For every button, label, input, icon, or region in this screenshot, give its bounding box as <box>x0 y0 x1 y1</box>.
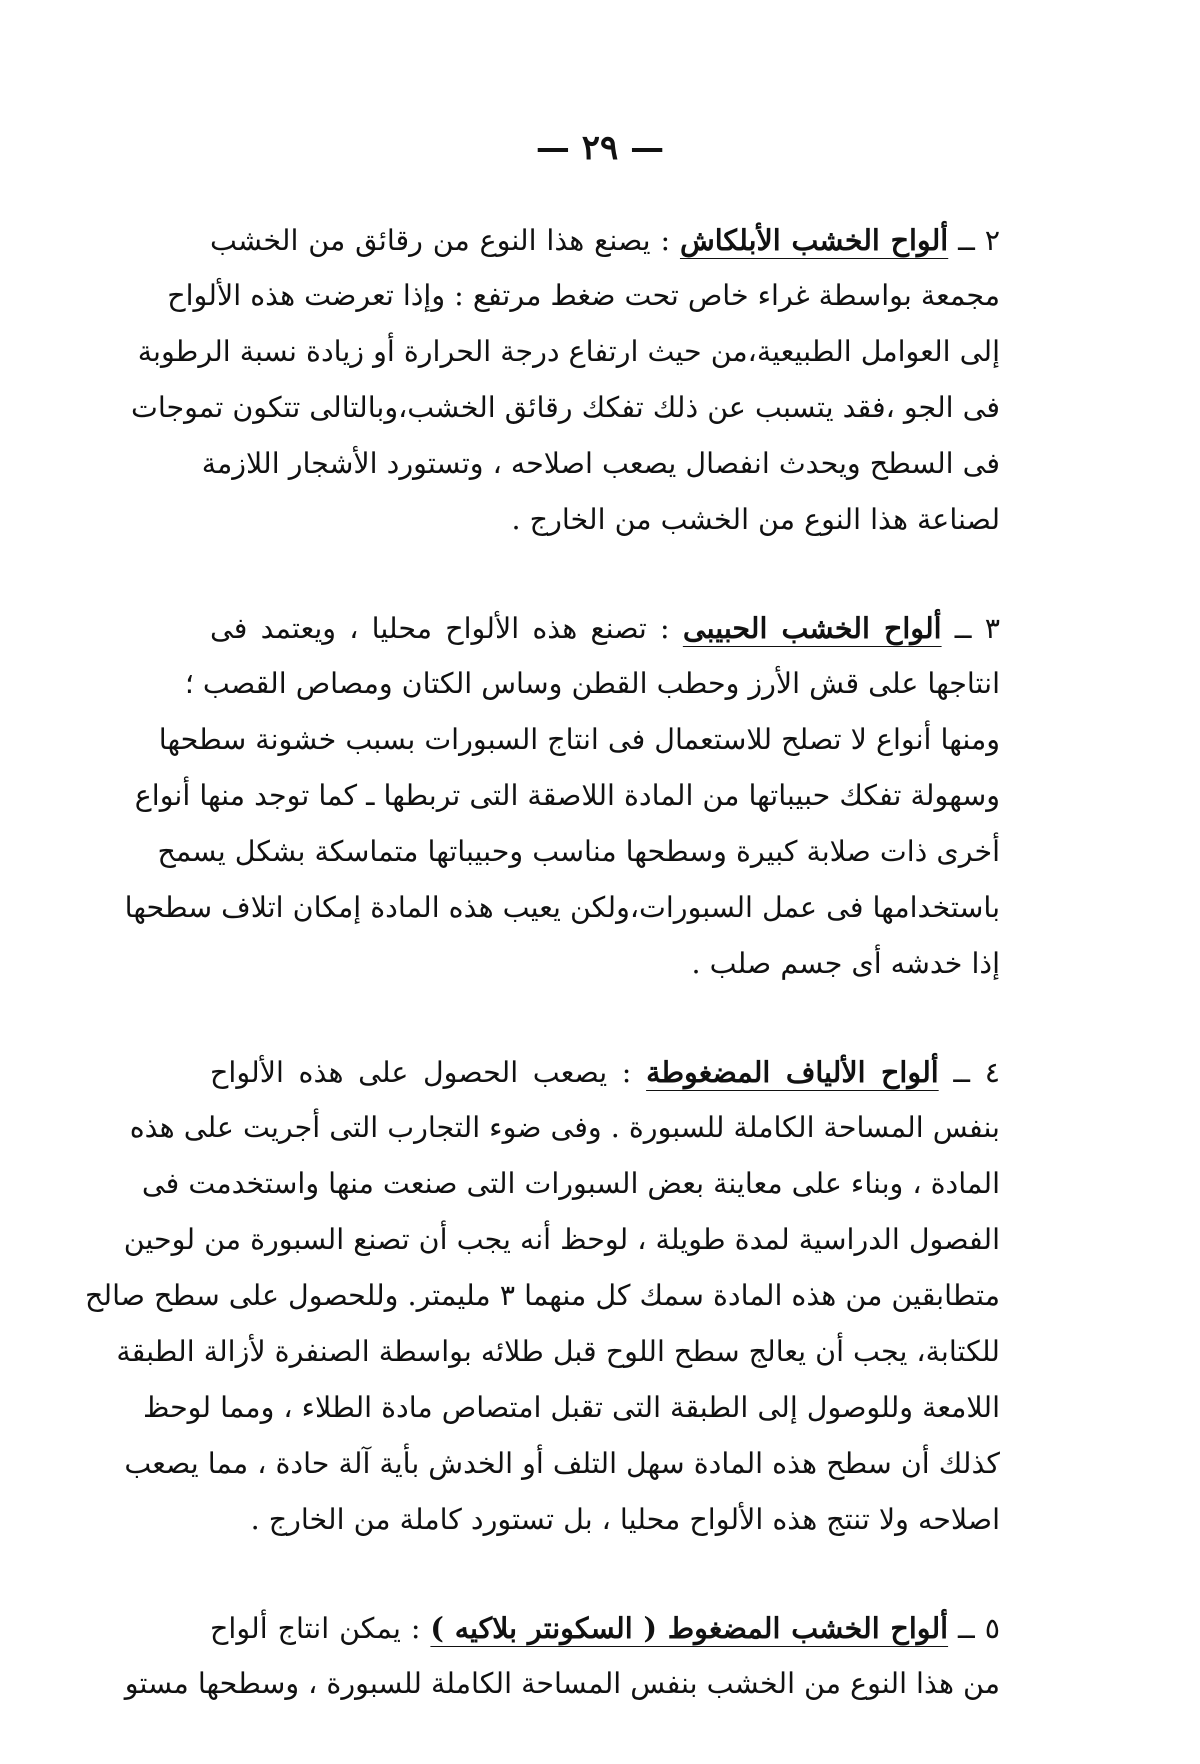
section-first-line <box>210 1600 1000 1656</box>
paragraph-line: فى السطح ويحدث انفصال يصعب اصلاحه ، وتستورد الأشجار اللازمة <box>201 447 1000 480</box>
paragraph-line: أخرى ذات صلابة كبيرة وسطحها مناسب وحبيباتها متماسكة بشكل يسمح <box>157 835 1000 868</box>
paragraph-line: كذلك أن سطح هذه المادة سهل التلف أو الخدش بأية آلة حادة ، مما يصعب <box>124 1447 1000 1480</box>
section-compressed-fiber-boards <box>85 1044 1000 1548</box>
section-heading: ألواح الألياف المضغوطة <box>646 1055 939 1089</box>
paragraph-line: للكتابة، يجب أن يعالج سطح اللوح قبل طلائه بواسطة الصنفرة لأزالة الطبقة <box>116 1335 1000 1368</box>
section-heading: ألواح الخشب الأبلكاش <box>679 223 949 257</box>
paragraph-line: فى الجو ،فقد يتسبب عن ذلك تفكك رقائق الخشب،وبالتالى تتكون تموجات <box>131 391 1000 424</box>
paragraph-line: بنفس المساحة الكاملة للسبورة . وفى ضوء التجارب التى أجريت على هذه <box>129 1111 1000 1144</box>
section-first-line <box>210 212 1000 268</box>
paragraph-line: وسهولة تفكك حبيباتها من المادة اللاصقة التى تربطها ـ كما توجد منها أنواع <box>134 779 1000 812</box>
paragraph-line: باستخدامها فى عمل السبورات،ولكن يعيب هذه المادة إمكان اتلاف سطحها <box>124 891 1000 924</box>
paragraph-line: المادة ، وبناء على معاينة بعض السبورات التى صنعت منها واستخدمت فى <box>141 1167 1000 1200</box>
section-number: ٤ ــ <box>953 1056 1000 1089</box>
section-first-line-text: : يمكن انتاج ألواح <box>210 1612 421 1645</box>
paragraph-line: مجمعة بواسطة غراء خاص تحت ضغط مرتفع : وإذا تعرضت هذه الألواح <box>167 279 1000 312</box>
section-first-line-text: : يصعب الحصول على هذه الألواح <box>210 1056 632 1089</box>
section-first-line-text: : تصنع هذه الألواح محليا ، ويعتمد فى <box>210 612 670 645</box>
section-number: ٢ ــ <box>958 224 1000 257</box>
section-compressed-wood-boards <box>124 1600 1000 1712</box>
section-first-line-text: : يصنع هذا النوع من رقائق من الخشب <box>210 224 671 257</box>
section-first-line <box>210 1044 1000 1100</box>
page-body <box>85 212 1001 1764</box>
section-plywood-boards <box>131 212 1000 548</box>
paragraph-line: ومنها أنواع لا تصلح للاستعمال فى انتاج السبورات بسبب خشونة سطحها <box>158 723 1000 756</box>
paragraph-line: متطابقين من هذه المادة سمك كل منهما ٣ مليمتر. وللحصول على سطح صالح <box>85 1279 1000 1312</box>
paragraph-line: لصناعة هذا النوع من الخشب من الخارج . <box>511 503 1000 536</box>
paragraph-line: من هذا النوع من الخشب بنفس المساحة الكاملة للسبورة ، وسطحها مستو <box>124 1667 1000 1700</box>
section-heading: ألواح الخشب المضغوط ( السكونتر بلاكيه ) <box>430 1611 949 1645</box>
page-number: — ٢٩ — <box>535 128 665 168</box>
section-particle-boards <box>124 600 1001 992</box>
paragraph-line: الفصول الدراسية لمدة طويلة ، لوحظ أنه يجب أن تصنع السبورة من لوحين <box>123 1223 1000 1256</box>
paragraph-line: إلى العوامل الطبيعية،من حيث ارتفاع درجة الحرارة أو زيادة نسبة الرطوبة <box>137 335 1000 368</box>
section-number: ٣ ــ <box>954 612 1001 645</box>
paragraph-line: اللامعة وللوصول إلى الطبقة التى تقبل امتصاص مادة الطلاء ، ومما لوحظ <box>143 1391 1000 1424</box>
section-first-line <box>210 600 1000 656</box>
paragraph-line: انتاجها على قش الأرز وحطب القطن وساس الكتان ومصاص القصب ؛ <box>184 667 1000 700</box>
paragraph-line: اصلاحه ولا تنتج هذه الألواح محليا ، بل تستورد كاملة من الخارج . <box>250 1503 1000 1536</box>
section-number: ٥ ــ <box>958 1612 1000 1645</box>
paragraph-line: إذا خدشه أى جسم صلب . <box>691 947 1000 980</box>
section-heading: ألواح الخشب الحبيبى <box>682 611 942 645</box>
